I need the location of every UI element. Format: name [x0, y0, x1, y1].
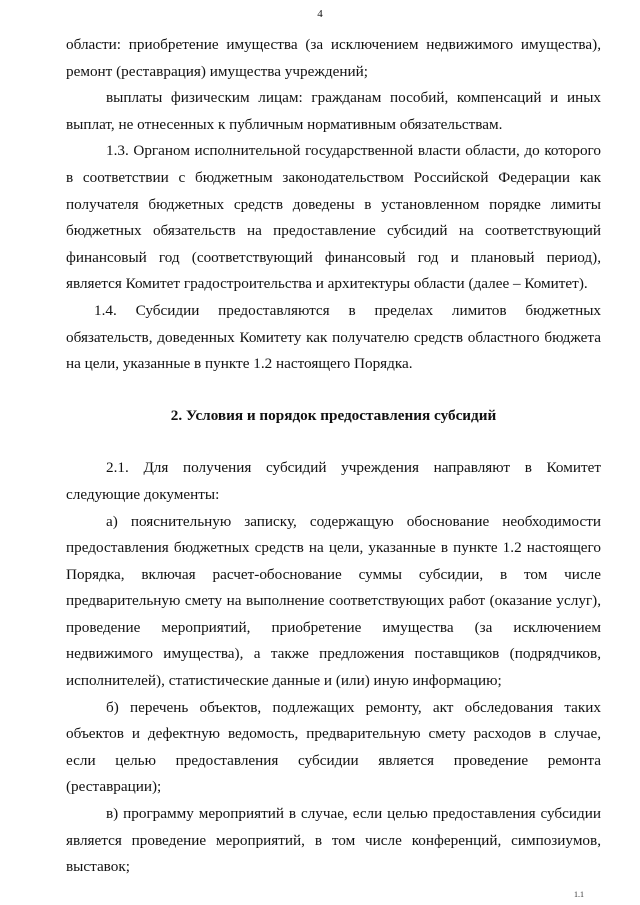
list-item-b: б) перечень объектов, подлежащих ремонту, акт обследования таких объектов и дефектную ведомость, предварительную смету расходов в случае, если целью предоставления субсидии является проведение ремонта (реставрации); — [66, 698, 601, 796]
paragraph-1-3: 1.3. Органом исполнительной государственной власти области, до которого в соответствии с бюджетным законодательством Российской Федерации как получателя бюджетных средств доведены в установленном порядке лимиты бюджетных обязательств на предоставление субсидий на соответствующий финансовый год (соответствующий финансовый год и плановый период), является Комитет градостроительства и архитектуры области (далее – Комитет). — [66, 142, 601, 293]
document-body — [66, 32, 601, 881]
corner-mark: 1.1 — [574, 890, 584, 899]
list-item-v: в) программу мероприятий в случае, если целью предоставления субсидии является проведение мероприятий, в том числе конференций, симпозиумов, выставок; — [66, 805, 601, 876]
paragraph-continuation: области: приобретение имущества (за исключением недвижимого имущества), ремонт (реставрация) имущества учреждений; — [66, 36, 601, 80]
page-number: 4 — [317, 8, 323, 20]
paragraph-payments: выплаты физическим лицам: гражданам пособий, компенсаций и иных выплат, не отнесенных к публичным нормативным обязательствам. — [66, 89, 601, 133]
paragraph-2-1: 2.1. Для получения субсидий учреждения направляют в Комитет следующие документы: — [66, 459, 601, 503]
list-item-a: а) пояснительную записку, содержащую обоснование необходимости предоставления бюджетных средств на цели, указанные в пункте 1.2 настоящего Порядка, включая расчет-обоснование суммы субсидии, в том числе предварительную смету на выполнение соответствующих работ (оказание услуг), проведение мероприятий, приобретение имущества (за исключением недвижимого имущества), а также предложения поставщиков (подрядчиков, исполнителей), статистические данные и (или) иную информацию; — [66, 512, 601, 690]
paragraph-1-4: 1.4. Субсидии предоставляются в пределах лимитов бюджетных обязательств, доведенных Комитету как получателю средств областного бюджета на цели, указанные в пункте 1.2 настоящего Порядка. — [66, 301, 601, 373]
section-heading: 2. Условия и порядок предоставления субсидий — [170, 406, 497, 424]
